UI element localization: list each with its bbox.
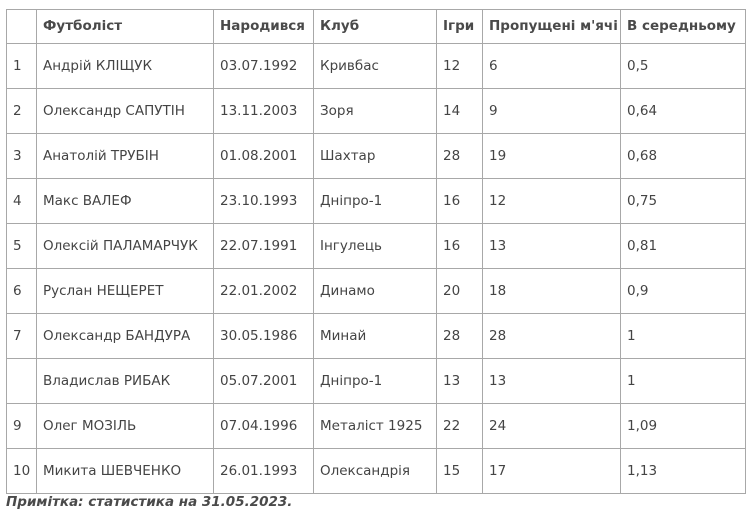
club-cell: Металіст 1925 <box>314 404 437 449</box>
table-row <box>7 269 746 314</box>
rank-cell: 5 <box>7 224 37 269</box>
rank-cell: 4 <box>7 179 37 224</box>
born-cell: 26.01.1993 <box>214 449 314 494</box>
player-cell: Олександр САПУТІН <box>37 89 214 134</box>
games-cell: 16 <box>437 224 483 269</box>
club-cell: Зоря <box>314 89 437 134</box>
table-row <box>7 134 746 179</box>
player-cell: Олексій ПАЛАМАРЧУК <box>37 224 214 269</box>
table-row <box>7 314 746 359</box>
header-average: В середньому <box>621 10 746 44</box>
conceded-cell: 18 <box>483 269 621 314</box>
rank-cell: 2 <box>7 89 37 134</box>
born-cell: 30.05.1986 <box>214 314 314 359</box>
average-cell: 0,68 <box>621 134 746 179</box>
rank-cell: 7 <box>7 314 37 359</box>
games-cell: 28 <box>437 134 483 179</box>
table-body <box>7 44 746 494</box>
player-cell: Владислав РИБАК <box>37 359 214 404</box>
born-cell: 07.04.1996 <box>214 404 314 449</box>
rank-cell: 9 <box>7 404 37 449</box>
games-cell: 13 <box>437 359 483 404</box>
rank-cell <box>7 359 37 404</box>
born-cell: 03.07.1992 <box>214 44 314 89</box>
conceded-cell: 19 <box>483 134 621 179</box>
header-rank <box>7 10 37 44</box>
games-cell: 20 <box>437 269 483 314</box>
conceded-cell: 24 <box>483 404 621 449</box>
rank-cell: 3 <box>7 134 37 179</box>
table-row <box>7 44 746 89</box>
average-cell: 0,81 <box>621 224 746 269</box>
player-cell: Руслан НЕЩЕРЕТ <box>37 269 214 314</box>
table-row <box>7 359 746 404</box>
average-cell: 1 <box>621 359 746 404</box>
conceded-cell: 17 <box>483 449 621 494</box>
player-cell: Олександр БАНДУРА <box>37 314 214 359</box>
average-cell: 1,13 <box>621 449 746 494</box>
conceded-cell: 9 <box>483 89 621 134</box>
club-cell: Дніпро-1 <box>314 179 437 224</box>
header-conceded: Пропущені м'ячі <box>483 10 621 44</box>
header-games: Ігри <box>437 10 483 44</box>
average-cell: 1 <box>621 314 746 359</box>
club-cell: Кривбас <box>314 44 437 89</box>
conceded-cell: 28 <box>483 314 621 359</box>
rank-cell: 10 <box>7 449 37 494</box>
born-cell: 05.07.2001 <box>214 359 314 404</box>
player-cell: Макс ВАЛЕФ <box>37 179 214 224</box>
games-cell: 12 <box>437 44 483 89</box>
player-cell: Андрій КЛІЩУК <box>37 44 214 89</box>
club-cell: Олександрія <box>314 449 437 494</box>
club-cell: Минай <box>314 314 437 359</box>
header-player: Футболіст <box>37 10 214 44</box>
rank-cell: 6 <box>7 269 37 314</box>
born-cell: 23.10.1993 <box>214 179 314 224</box>
average-cell: 0,75 <box>621 179 746 224</box>
club-cell: Динамо <box>314 269 437 314</box>
club-cell: Інгулець <box>314 224 437 269</box>
born-cell: 22.01.2002 <box>214 269 314 314</box>
player-cell: Микита ШЕВЧЕНКО <box>37 449 214 494</box>
average-cell: 0,5 <box>621 44 746 89</box>
table-row <box>7 224 746 269</box>
games-cell: 15 <box>437 449 483 494</box>
table-row <box>7 449 746 494</box>
goalkeepers-table <box>6 9 746 494</box>
rank-cell: 1 <box>7 44 37 89</box>
conceded-cell: 6 <box>483 44 621 89</box>
born-cell: 01.08.2001 <box>214 134 314 179</box>
club-cell: Шахтар <box>314 134 437 179</box>
footnote: Примітка: статистика на 31.05.2023. <box>6 494 293 510</box>
games-cell: 22 <box>437 404 483 449</box>
games-cell: 16 <box>437 179 483 224</box>
table-row <box>7 89 746 134</box>
header-club: Клуб <box>314 10 437 44</box>
conceded-cell: 12 <box>483 179 621 224</box>
player-cell: Анатолій ТРУБІН <box>37 134 214 179</box>
header-born: Народився <box>214 10 314 44</box>
born-cell: 22.07.1991 <box>214 224 314 269</box>
average-cell: 1,09 <box>621 404 746 449</box>
table-row <box>7 404 746 449</box>
games-cell: 14 <box>437 89 483 134</box>
average-cell: 0,64 <box>621 89 746 134</box>
games-cell: 28 <box>437 314 483 359</box>
player-cell: Олег МОЗІЛЬ <box>37 404 214 449</box>
table-header-row <box>7 10 746 44</box>
conceded-cell: 13 <box>483 359 621 404</box>
club-cell: Дніпро-1 <box>314 359 437 404</box>
table-row <box>7 179 746 224</box>
conceded-cell: 13 <box>483 224 621 269</box>
average-cell: 0,9 <box>621 269 746 314</box>
born-cell: 13.11.2003 <box>214 89 314 134</box>
